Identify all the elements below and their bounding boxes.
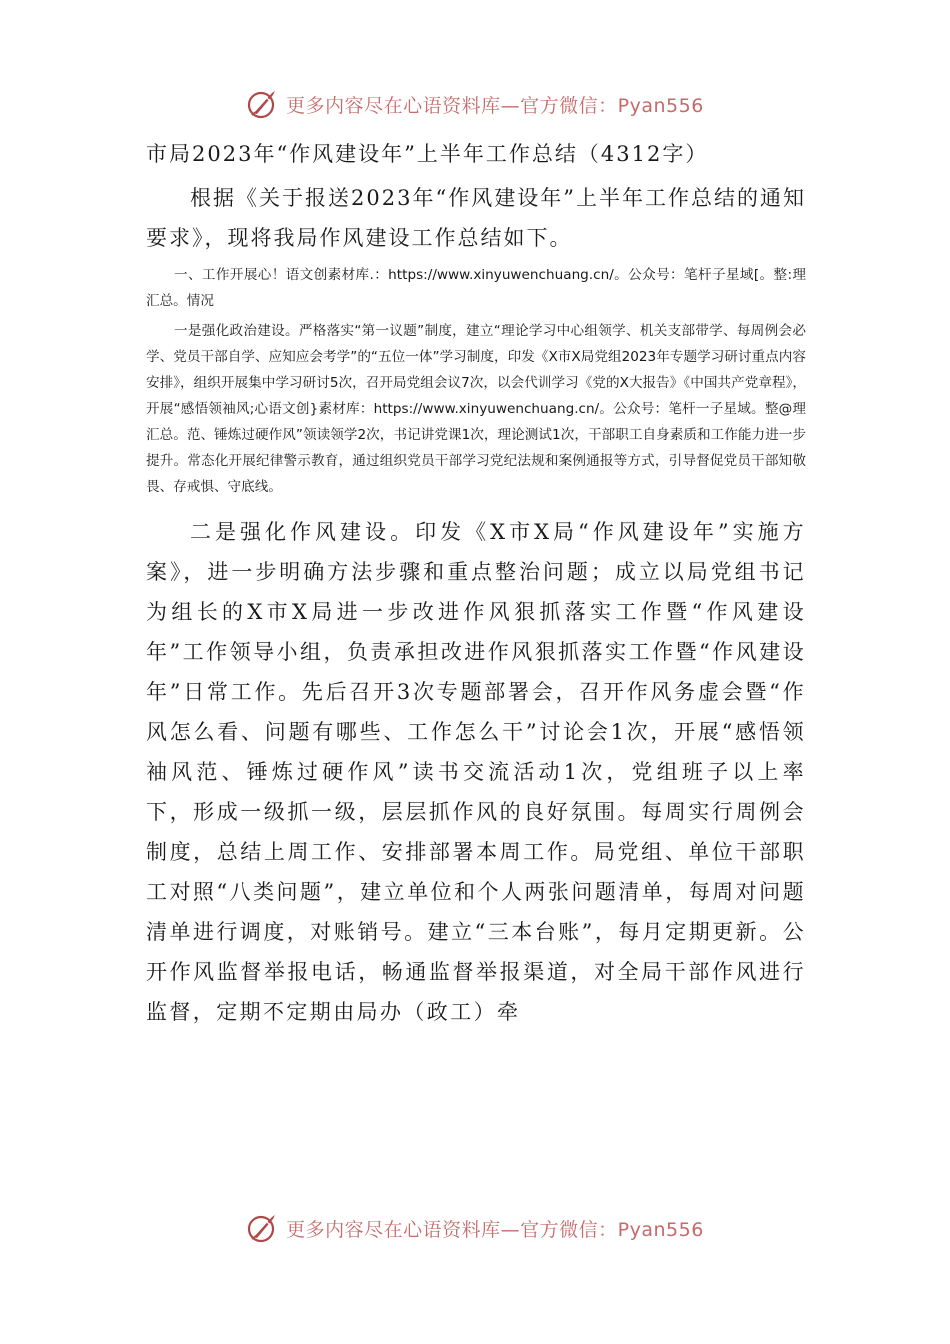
footer-banner <box>0 1208 950 1248</box>
quill-pen-circle-icon <box>246 87 280 121</box>
banner-text: 更多内容尽在心语资料库—官方微信：Pyan556 <box>286 1218 704 1241</box>
paragraph-political-construction: 一是强化政治建设。严格落实“第一议题”制度，建立“理论学习中心组领学、机关支部带学、每周例会必学、党员干部自学、应知应会考学”的“五位一体”学习制度，印发《X市X局党组2023年专题学习研讨重点内容安排》，组织开展集中学习研讨5次，召开局党组会议7次，以会代训学习《党的X大报告》《中国共产党章程》，开展“感悟领袖风;心语文创}素材库：https://www.xinyuwenchuang.cn/。公众号：笔杆一子星域。整@理汇总。范、锤炼过硬作风”领读领学2次，书记讲党课1次，理论测试1次，干部职工自身素质和工作能力进一步提升。常态化开展纪律警示教育，通过组织党员干部学习党纪法规和案例通报等方式，引导督促党员干部知敬畏、存戒惧、守底线。 <box>146 323 806 495</box>
document-body <box>146 138 806 1032</box>
section-heading: 一、工作开展心！语文创素材库.：https://www.xinyuwenchuang.cn/。公众号：笔杆子星域[。整:理汇总。情况 <box>146 267 806 309</box>
paragraph-style-construction: 二是强化作风建设。印发《X市X局“作风建设年”实施方案》，进一步明确方法步骤和重点整治问题；成立以局党组书记为组长的X市X局进一步改进作风狠抓落实工作暨“作风建设年”工作领导小组，负责承担改进作风狠抓落实工作暨“作风建设年”日常工作。先后召开3次专题部署会，召开作风务虚会暨“作风怎么看、问题有哪些、工作怎么干”讨论会1次，开展“感悟领袖风范、锤炼过硬作风”读书交流活动1次，党组班子以上率下，形成一级抓一级，层层抓作风的良好氛围。每周实行周例会制度，总结上周工作、安排部署本周工作。局党组、单位干部职工对照“八类问题”，建立单位和个人两张问题清单，每周对问题清单进行调度，对账销号。建立“三本台账”，每月定期更新。公开作风监督举报电话，畅通监督举报渠道，对全局干部作风进行监督，定期不定期由局办（政工）牵 <box>146 520 806 1024</box>
document-title: 市局2023年“作风建设年”上半年工作总结（4312字） <box>146 142 709 166</box>
intro-paragraph: 根据《关于报送2023年“作风建设年”上半年工作总结的通知要求》，现将我局作风建设工作总结如下。 <box>146 186 806 250</box>
banner-text: 更多内容尽在心语资料库—官方微信：Pyan556 <box>286 94 704 117</box>
header-banner <box>0 84 950 124</box>
quill-pen-circle-icon <box>246 1211 280 1245</box>
